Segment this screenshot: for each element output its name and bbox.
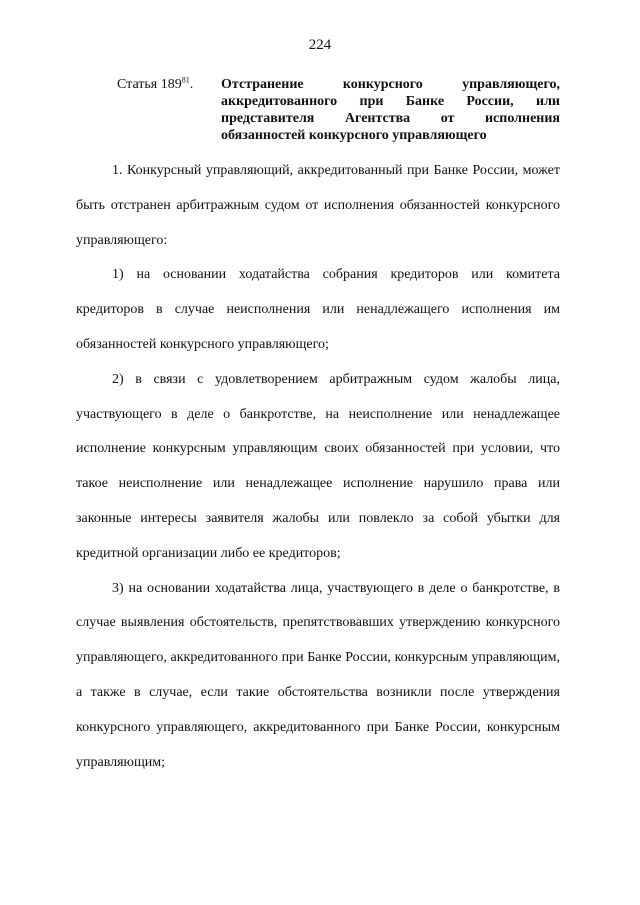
article-label — [117, 76, 193, 93]
article-label-suffix: . — [189, 77, 194, 92]
page-number: 224 — [308, 37, 332, 53]
paragraph-item-2: 2) в связи с удовлетворением арбитражным судом жалобы лица, участвующего в деле о банкротстве, на неисполнение или ненадлежащее исполнение конкурсным управляющим своих обязанностей при условии, что такое неисполнение или ненадлежащее исполнение нарушило права или законные интересы заявителя жалобы или повлекло за собой убытки для кредитной организации либо ее кредиторов; — [76, 371, 560, 561]
article-title: Отстранение конкурсного управляющего, аккредитованного при Банке России, или представителя Агентства от исполнения обязанностей конкурсного управляющего — [221, 77, 560, 143]
paragraph-item-1: 1) на основании ходатайства собрания кредиторов или комитета кредиторов в случае неисполнения или ненадлежащего исполнения им обязанностей конкурсного управляющего; — [76, 267, 560, 352]
article-body — [76, 154, 560, 780]
paragraph-item-3: 3) на основании ходатайства лица, участвующего в деле о банкротстве, в случае выявления обстоятельств, препятствовавших утверждению конкурсного управляющего, аккредитованного при Банке России, конкурсным управляющим, а также в случае, если такие обстоятельства возникли после утверждения конкурсного управляющего, аккредитованного при Банке России, конкурсным управляющим; — [76, 580, 560, 770]
paragraph-1: 1. Конкурсный управляющий, аккредитованный при Банке России, может быть отстранен арбитражным судом от исполнения обязанностей конкурсного управляющего: — [76, 163, 560, 248]
article-label-superscript: 81 — [181, 75, 190, 85]
article-label-text: Статья 189 — [117, 77, 182, 92]
